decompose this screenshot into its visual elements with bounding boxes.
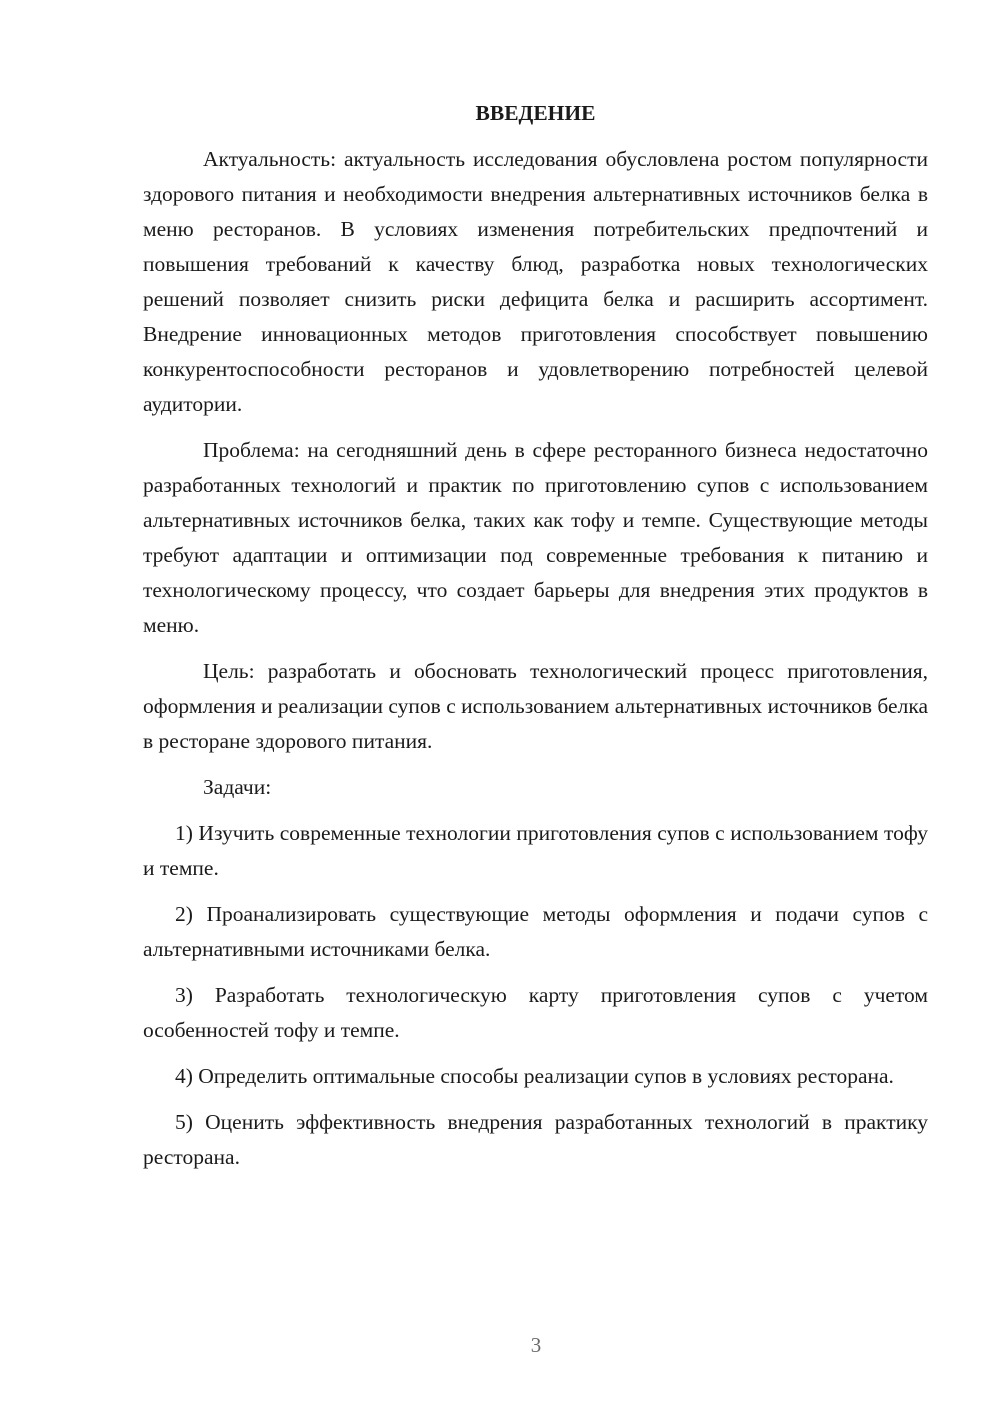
paragraph-goal: Цель: разработать и обосновать технологический процесс приготовления, оформления и реализации супов с использованием альтернативных источников белка в ресторане здорового питания. [143, 659, 928, 753]
paragraph-problem: Проблема: на сегодняшний день в сфере ресторанного бизнеса недостаточно разработанных технологий и практик по приготовлению супов с использованием альтернативных источников белка, таких как тофу и темпе. Существующие методы требуют адаптации и оптимизации под современные требования к питанию и технологическому процессу, что создает барьеры для внедрения этих продуктов в меню. [143, 438, 928, 637]
page-content [143, 96, 928, 1186]
task-list [143, 816, 928, 1175]
section-title: ВВЕДЕНИЕ [475, 101, 596, 125]
task-item: 3) Разработать технологическую карту приготовления супов с учетом особенностей тофу и темпе. [143, 983, 928, 1042]
paragraph-relevance: Актуальность: актуальность исследования обусловлена ростом популярности здорового питания и необходимости внедрения альтернативных источников белка в меню ресторанов. В условиях изменения потребительских предпочтений и повышения требований к качеству блюд, разработка новых технологических решений позволяет снизить риски дефицита белка и расширить ассортимент. Внедрение инновационных методов приготовления способствует повышению конкурентоспособности ресторанов и удовлетворению потребностей целевой аудитории. [143, 147, 928, 416]
page-number: 3 [530, 1333, 542, 1357]
task-item: 5) Оценить эффективность внедрения разработанных технологий в практику ресторана. [143, 1110, 928, 1169]
tasks-heading: Задачи: [203, 775, 272, 799]
task-item: 1) Изучить современные технологии приготовления супов с использованием тофу и темпе. [143, 821, 928, 880]
task-item: 4) Определить оптимальные способы реализации супов в условиях ресторана. [175, 1064, 894, 1088]
task-item: 2) Проанализировать существующие методы оформления и подачи супов с альтернативными источниками белка. [143, 902, 928, 961]
